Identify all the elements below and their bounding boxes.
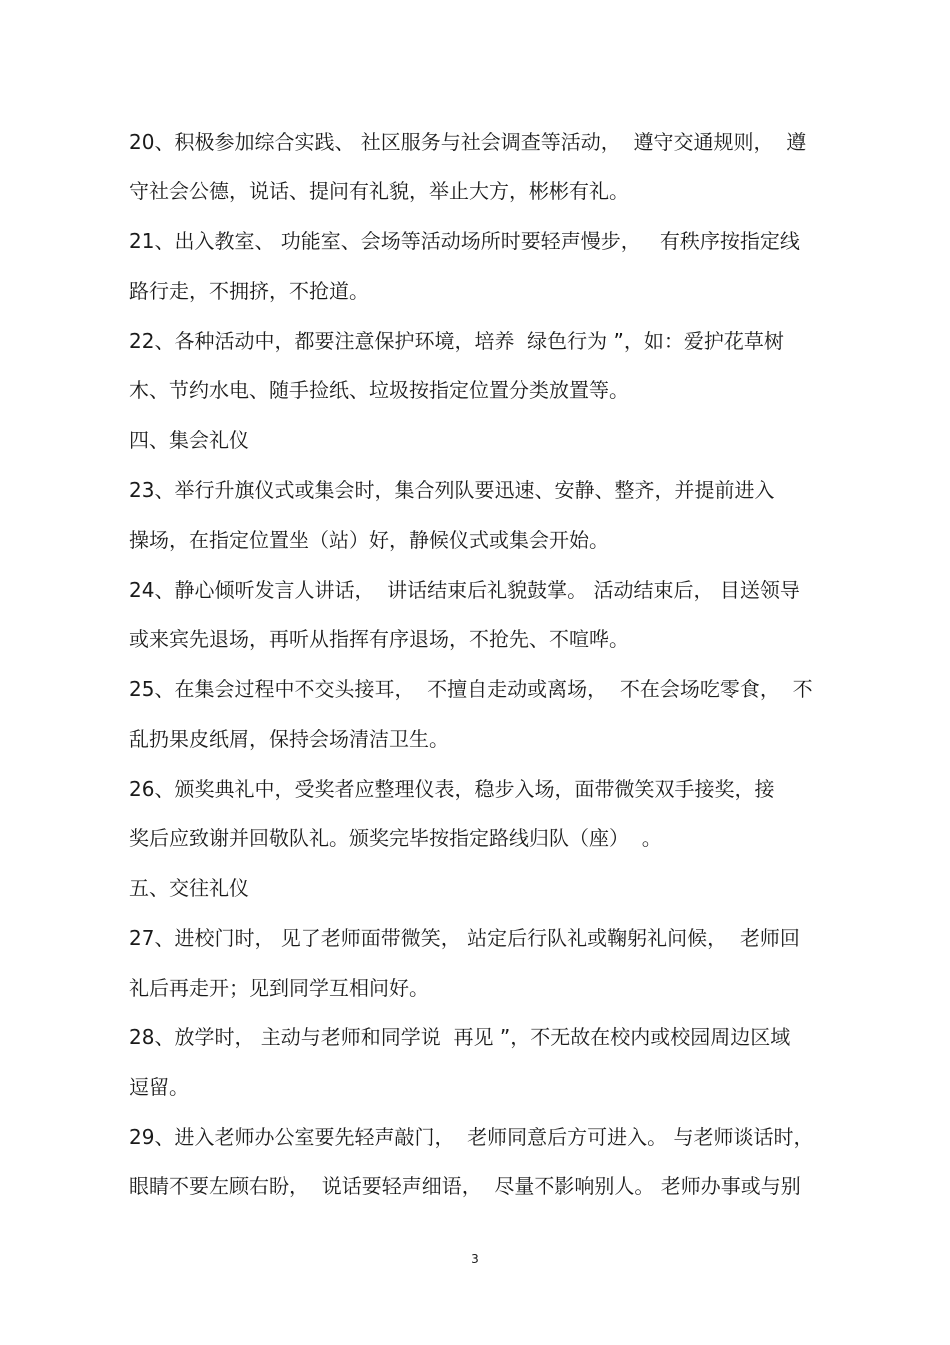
- text-line: 24、静心倾听发言人讲话， 讲话结束后礼貌鼓掌。 活动结束后， 目送领导: [129, 578, 800, 602]
- text-line: 逗留。: [129, 1075, 189, 1099]
- text-line: 奖后应致谢并回敬队礼。颁奖完毕按指定路线归队（座） 。: [129, 826, 662, 850]
- section-heading: 四、集会礼仪: [129, 428, 249, 452]
- text-line: 29、进入老师办公室要先轻声敲门， 老师同意后方可进入。 与老师谈话时，: [129, 1125, 814, 1149]
- text-line: 22、各种活动中，都要注意保护环境，培养 绿色行为 ”，如：爱护花草树: [129, 329, 784, 353]
- text-line: 26、颁奖典礼中，受奖者应整理仪表，稳步入场，面带微笑双手接奖，接: [129, 777, 775, 801]
- text-line: 乱扔果皮纸屑，保持会场清洁卫生。: [129, 727, 449, 751]
- text-line: 路行走，不拥挤，不抢道。: [129, 279, 369, 303]
- text-line: 木、节约水电、随手捡纸、垃圾按指定位置分类放置等。: [129, 378, 629, 402]
- text-line: 或来宾先退场，再听从指挥有序退场，不抢先、不喧哗。: [129, 627, 629, 651]
- text-line: 眼睛不要左顾右盼， 说话要轻声细语， 尽量不影响别人。 老师办事或与别: [129, 1174, 801, 1198]
- text-line: 20、积极参加综合实践、 社区服务与社会调查等活动， 遵守交通规则， 遵: [129, 130, 807, 154]
- text-line: 27、进校门时， 见了老师面带微笑， 站定后行队礼或鞠躬礼问候， 老师回: [129, 926, 800, 950]
- text-line: 25、在集会过程中不交头接耳， 不擅自走动或离场， 不在会场吃零食， 不: [129, 677, 813, 701]
- page-number: 3: [471, 1252, 479, 1266]
- text-line: 28、放学时， 主动与老师和同学说 再见 ”，不无故在校内或校园周边区域: [129, 1025, 791, 1049]
- text-line: 23、举行升旗仪式或集会时，集合列队要迅速、安静、整齐，并提前进入: [129, 478, 775, 502]
- section-heading: 五、交往礼仪: [129, 876, 249, 900]
- text-line: 礼后再走开；见到同学互相问好。: [129, 976, 429, 1000]
- text-line: 守社会公德，说话、提问有礼貌，举止大方，彬彬有礼。: [129, 179, 629, 203]
- text-line: 21、出入教室、 功能室、会场等活动场所时要轻声慢步， 有秩序按指定线: [129, 229, 800, 253]
- text-line: 操场，在指定位置坐（站）好，静候仪式或集会开始。: [129, 528, 609, 552]
